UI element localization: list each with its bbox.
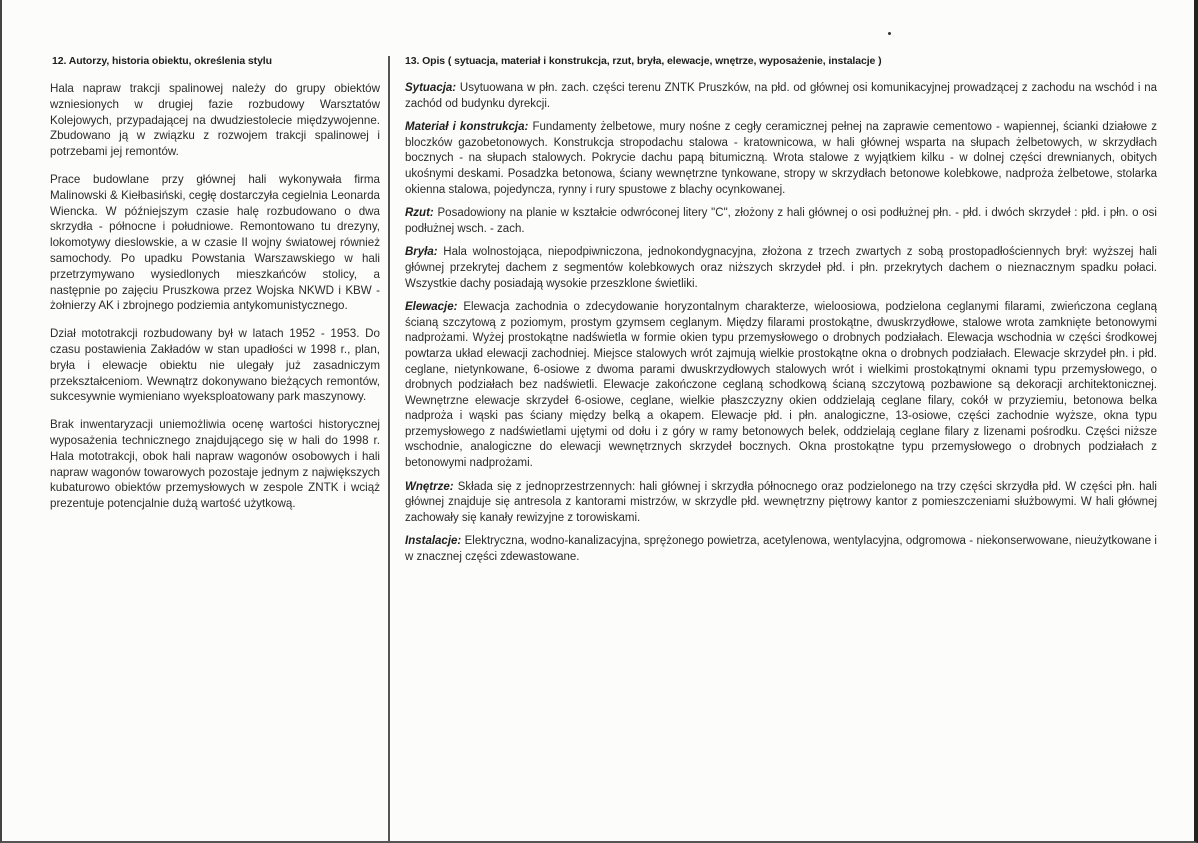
section-plan <box>405 206 1157 237</box>
section-material <box>405 120 1157 198</box>
section-text: Składa się z jednoprzestrzennych: hali głównej i skrzydła północnego oraz podzielonego na trzy części skrzydła płd. W części płn. hali głównej znajduje się antresola z kantorami mistrzów, w skrzydle płd. wewnętrzny piętrowy kantor z pomieszczeniami służbowymi. W hali głównej zachowały się kanały rewizyjne z torowiskami. <box>405 480 1157 524</box>
history-heading: 12. Autorzy, historia obiektu, określenia stylu <box>52 55 272 67</box>
section-label: Bryła: <box>405 246 438 259</box>
section-label: Wnętrze: <box>405 480 454 493</box>
history-paragraph: Prace budowlane przy głównej hali wykonywała firma Malinowski & Kiełbasiński, cegłę dostarczyła cegielnia Leonarda Wiencka. W późniejszym czasie halę rozbudowano o dwa skrzydła - północne i południowe. Remontowano tu drezyny, lokomotywy dieslowskie, a w czasie II wojny światowej również samochody. Po upadku Powstania Warszawskiego w hali przetrzymywano wysiedlonych mieszkańców stolicy, a następnie po zajęciu Pruszkowa przez Wojska NKWD i KBW - żołnierzy AK i zbrojnego podziemia antykomunistycznego. <box>50 172 380 313</box>
description-heading: 13. Opis ( sytuacja, materiał i konstrukcja, rzut, bryła, elewacje, wnętrze, wyposażenie, instalacje ) <box>405 55 882 67</box>
section-text: Posadowiony na planie w kształcie odwróconej litery "C", złożony z hali głównej o osi podłużnej płn. - płd. i dwóch skrzydeł : płd. i płn. o osi podłużnej wsch. - zach. <box>405 207 1157 235</box>
scan-dot <box>888 32 891 35</box>
section-text: Hala wolnostojąca, niepodpiwniczona, jednokondygnacyjna, złożona z trzech zwartych z sobą prostopadłościennych brył: wyższej hali głównej przekrytej dachem z segmentów kolebkowych oraz niższych skrzydeł płd. i płn. przekrytych dachem o nieznacznym spadku połaci. Wszystkie dachy posiadają wysokie przeszklone świetliki. <box>405 246 1157 290</box>
history-paragraph: Hala napraw trakcji spalinowej należy do grupy obiektów wzniesionych w drugiej fazie rozbudowy Warsztatów Kolejowych, przypadającej na dwudziestolecie międzywojenne. Zbudowano ją w związku z rozwojem trakcji spalinowej i potrzebami jej remontów. <box>50 82 380 159</box>
section-label: Instalacje: <box>405 535 462 548</box>
section-text: Fundamenty żelbetowe, mury nośne z cegły ceramicznej pełnej na zaprawie cementowo - wapiennej, ścianki działowe z bloczków gazobetonowych. Konstrukcja stropodachu stalowa - kratownicowa, w hali głównej wsparta na słupach żelbetowych, w skrzydłach bocznych - na słupach stalowych. Pokrycie dachu papą bitumiczną. Wrota stalowe z wyjątkiem kilku - w dolnej części drewnianych, obitych ukośnymi deskami. Posadzka betonowa, ściany wewnętrzne tynkowane, stropy w skrzydłach betonowe kolebkowe, nadproża żelbetowe, stolarka okienna stalowa, pojedyncza, rynny i rury spustowe z blachy ocynkowanej. <box>405 121 1157 196</box>
column-divider <box>388 56 390 843</box>
description-column <box>405 55 1157 574</box>
section-installations <box>405 534 1157 565</box>
section-text: Elewacja zachodnia o zdecydowanie horyzontalnym charakterze, wieloosiowa, podzielona ceglanymi filarami, zwieńczona ceglaną ścianą szczytową z poziomym, prostym gzymsem ceglanym. Między filarami prostokątne, dwuskrzydłowe, stalowe wrota zamknięte betonowymi nadprożami. Wyżej prostokątne nadświetla w formie okien typu przemysłowego o drobnych podziałach. Elewacja wschodnia w części środkowej powtarza układ elewacji zachodniej. Miejsce stalowych wrót zajmują wielkie prostokątne okna o drobnych podziałach. Elewacje skrzydeł płn. i płd. ceglane, nietynkowane, 6-osiowe z dwoma parami dwuskrzydłowych stalowych wrót i wielkimi prostokątnymi oknami typu przemysłowego, o drobnych podziałach bez nadświetli. Elewacje zakończone ceglaną schodkową ścianą szczytową pozbawione są dekoracji architektonicznej. Wewnętrzne elewacje skrzydeł 6-osiowe, ceglane, wielkie płaszczyzny okien oddzielają ceglane filary, cokół w przyziemiu, betonowa belka nadproża i wąski pas ściany między belką a okapem. Elewacje płd. i płn. analogiczne, 13-osiowe, części zachodnie wyższe, okna typu przemysłowego z nadświetlami ujętymi od dołu i z góry w ramy betonowych belek, oddzielają ceglane filary z lizenami pośrodku. Części niższe wschodnie, analogiczne do elewacji wewnętrznych skrzydeł bocznych. Okna prostokątne typu przemysłowego o drobnych podziałach z betonowymi nadprożami. <box>405 301 1157 470</box>
section-situation <box>405 81 1157 112</box>
section-interior <box>405 480 1157 527</box>
section-elevations <box>405 300 1157 472</box>
history-paragraph: Dział mototrakcji rozbudowany był w latach 1952 - 1953. Do czasu postawienia Zakładów w stan upadłości w 1998 r., plan, bryła i elewacje obiektu nie ulegały już zasadniczym przekształceniom. Wewnątrz dokonywano bieżących remontów, sukcesywnie wymieniano wyeksploatowany park maszynowy. <box>50 327 380 404</box>
section-text: Usytuowana w płn. zach. części terenu ZNTK Pruszków, na płd. od głównej osi komunikacyjnej prowadzącej z zachodu na wschód i na zachód od budynku dyrekcji. <box>405 82 1157 110</box>
section-label: Rzut: <box>405 207 434 220</box>
section-text: Elektryczna, wodno-kanalizacyjna, sprężonego powietrza, acetylenowa, wentylacyjna, odgromowa - niekonserwowane, nieużytkowane i w znacznej części zdewastowane. <box>405 535 1157 564</box>
section-massing <box>405 245 1157 292</box>
history-paragraph: Brak inwentaryzacji uniemożliwia ocenę wartości historycznej wyposażenia technicznego znajdującego się w hali do 1998 r. Hala mototrakcji, obok hali napraw wagonów osobowych i hali napraw wagonów towarowych pozostaje jednym z największych kubaturowo obiektów przemysłowych w zespole ZNTK i wciąż prezentuje potencjalnie dużą wartość użytkową. <box>50 418 380 511</box>
section-label: Materiał i konstrukcja: <box>405 121 529 134</box>
section-label: Sytuacja: <box>405 82 457 94</box>
history-column <box>50 55 380 524</box>
section-label: Elewacje: <box>405 301 458 314</box>
